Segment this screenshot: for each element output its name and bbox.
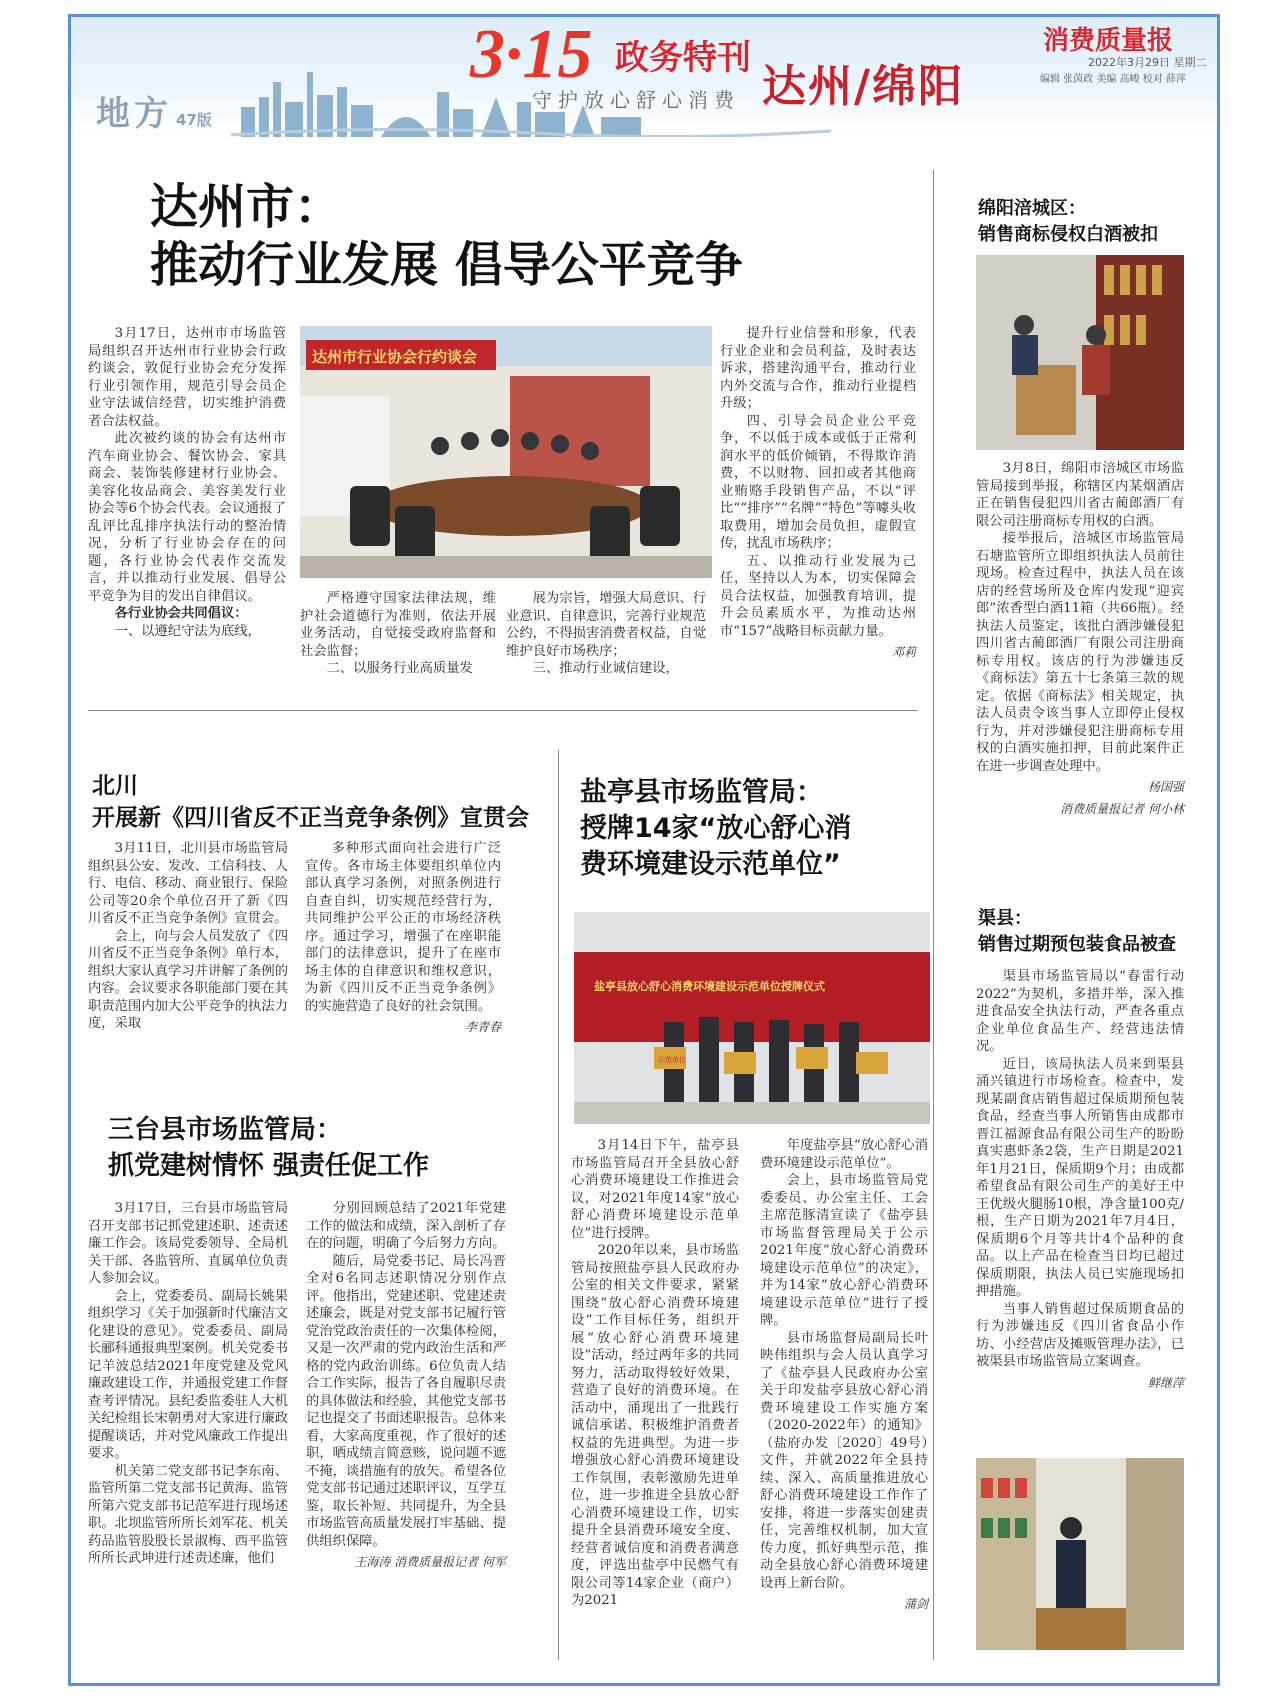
dazhou-body-col4: 提升行业信誉和形象，代表行业企业和会员利益，及时表达诉求，搭建沟通平台，推动行业内外交流与合作，推动行业提档升级； 四、引导会员企业公平竞争，不以低于成本或低于正常利润水平的低价倾销，不得欺诈消费，不以财物、回扣或者其他商业贿赂手段销售产品，不以“评比”“排序”“名牌”“特色”等噱头收取费用，增加会员负担，虚假宣传，扰乱市场秩序； 五、以推动行业发展为己任，坚持以人为本，切实保障会员合法权益，加强教育培训，提升会员素质水平，为推动达州市“157”战略目标贡献力量。 邓莉 <box>720 326 916 659</box>
newspaper-name: 消费质量报 <box>1043 26 1174 56</box>
dazhou-body-col1: 3月17日，达州市市场监管局组织召开达州市行业协会行政约谈会，敦促行业协会充分发挥行业引领作用，规范引导会员企业守法诚信经营，切实维护消费者合法权益。 此次被约谈的协会有达州市汽车商业协会、餐饮协会、家具商会、装饰装修建材行业协会、美容化妆品商会、美容美发行业协会等6个协会代表。会议通报了乱评比乱排序执法行动的整治情况，分析了行业协会存在的问题，各行业协会代表作交流发言，并以推动行业发展、倡导公平竞争为目的发出自律倡议。 各行业协会共同倡议： 一、以遵纪守法为底线， <box>88 326 286 639</box>
fucheng-liquor-photo <box>976 255 1184 450</box>
315-logo: 3·15 <box>470 16 593 93</box>
fucheng-body: 3月8日，绵阳市涪城区市场监管局接到举报，称辖区内某烟酒店正在销售侵犯四川省古蔺郎酒厂有限公司注册商标专用权的白酒。 接举报后，涪城区市场监管局石塘监管所立即组织执法人员前往现场。检查过程中，执法人员在该店的经营场所及仓库内发现“迎宾郎”浓香型白酒11箱（共66瓶）。经执法人员鉴定，该批白酒涉嫌侵犯四川省古蔺郎酒厂有限公司注册商标专用权。该店的行为涉嫌违反《商标法》第五十七条第三款的规定。依据《商标法》相关规定，执法人员责令该当事人立即停止侵权行为，并对涉嫌侵犯注册商标专用权的白酒实施扣押，目前此案件正在进一步调查处理中。 杨国强 消费质量报记者 何小林 <box>976 461 1184 816</box>
santai-body-col2: 分别回顾总结了2021年党建工作的做法和成绩，深入剖析了存在的问题，明确了今后努力方向。 随后，局党委书记、局长冯晋全对6名同志述职情况分别作点评。他指出，党建述职、党建述责述廉会，既是对党支部书记履行管党治党政治责任的一次集体检阅，又是一次严肃的党内政治生活和严格的党内政治训练。6位负责人结合工作实际，报告了各自履职尽责的具体做法和经验，其他党支部书记也提交了书面述职报告。总体来看，大家高度重视，作了很好的述职，晒成绩言简意赅，说问题不遮不掩，谈措施有的放矢。希望各位党支部书记通过述职评议，互学互鉴，取长补短、共同提升，为全县市场监管高质量发展打牢基础、提供组织保障。 王海涛 消费质量报记者 何军 <box>306 1201 506 1569</box>
article-santai-headline: 三台县市场监管局： 抓党建树情怀 强责任促工作 <box>108 1115 430 1181</box>
article-fucheng-headline: 绵阳涪城区： 销售商标侵权白酒被扣 <box>978 198 1158 245</box>
article-dazhou-headline: 达州市： 推动行业发展 倡导公平竞争 <box>150 179 743 293</box>
yanting-body-col1: 3月14日下午，盐亭县市场监管局召开全县放心舒心消费环境建设工作推进会议，对2021年度14家“放心舒心消费环境建设示范单位”进行授牌。 2020年以来，县市场监管局按照盐亭县人民政府办公室的相关文件要求，紧紧围绕“放心舒心消费环境建设”工作目标任务，组织开展“放心舒心消费环境建设”活动，经过两年多的共同努力，活动取得较好效果，营造了良好的消费环境。在活动中，涌现出了一批践行诚信承诺、积极维护消费者权益的先进典型。为进一步增强放心舒心消费环境建设工作氛围，表彰激励先进单位，进一步推进全县放心舒心消费环境建设工作，切实提升全县消费环境安全度、经营者诚信度和消费者满意度，评选出盐亭中民燃气有限公司等14家企业（商户）为2021 <box>571 1138 739 1608</box>
special-issue-title: 政务特刊 <box>615 38 751 78</box>
svg-text:示范单位: 示范单位 <box>658 1056 686 1064</box>
dazhou-body-col3: 展为宗旨，增强大局意识、行业意识、自律意识，完善行业规范公约，不得损害消费者权益，自觉维护良好市场秩序； 三、推动行业诚信建设， <box>506 591 706 676</box>
section-label: 地方 47版 <box>96 94 212 134</box>
slogan: 守护放心舒心消费 <box>532 88 740 112</box>
yanting-body-col2: 年度盐亭县“放心舒心消费环境建设示范单位”。 会上，县市场监管局党委委员、办公室主任、工会主席范豚清宣读了《盐亭县市场监督管理局关于公示2021年度“放心舒心消费环境建设示范单位”的决定》，并为14家“放心舒心消费环境建设示范单位”进行了授牌。 县市场监督局副局长叶映伟组织与会人员认真学习了《盐亭县人民政府办公室关于印发盐亭县放心舒心消费环境建设工作实施方案（2020-2022年）的通知》（盐府办发〔2020〕49号）文件，并就2022年全县持续、深入、高质量推进放心舒心消费环境建设工作作了安排，将进一步落实创建责任，完善维权机制，加大宣传力度，抓好典型示范，推动全县放心舒心消费环境建设再上新台阶。 蒲剑 <box>760 1138 928 1611</box>
quxian-store-photo <box>976 1458 1184 1650</box>
santai-body-col1: 3月17日，三台县市场监管局召开支部书记抓党建述职、述责述廉工作会。该局党委领导、全局机关干部、各监管所、直属单位负责人参加会议。 会上，党委委员、副局长姚果组织学习《关于加强新时代廉洁文化建设的意见》。党委委员、副局长郦科通报典型案例。机关党委书记羊波总结2021年度党建及党风廉政建设工作，并通报党建工作督查考评情况。县纪委监委驻人大机关纪检组长宋朝勇对大家进行廉政提醒谈话，并对党风廉政工作提出要求。 机关第二党支部书记李东南、监管所第二党支部书记黄海、监管所第六党支部书记范军进行现场述职。北坝监管所所长刘军花、机关药品监管股股长景淑梅、西平监管所所长武坤进行述责述廉，他们 <box>88 1201 288 1566</box>
issue-date: 2022年3月29日 星期二 <box>1088 56 1207 69</box>
article-quxian-headline: 渠县： 销售过期预包装食品被查 <box>978 908 1176 955</box>
svg-text:盐亭县放心舒心消费环境建设示范单位授牌仪式: 盐亭县放心舒心消费环境建设示范单位授牌仪式 <box>594 980 825 993</box>
section-divider <box>88 710 918 711</box>
article-yanting-headline: 盐亭县市场监管局： 授牌14家“放心舒心消 费环境建设示范单位” <box>580 777 852 880</box>
beichuan-body-col1: 3月11日，北川县市场监管局组织县公安、发改、工信科技、人行、电信、移动、商业银行、保险公司等20余个单位召开了新《四川省反不正当竞争条例》宣贯会。 会上，向与会人员发放了《四川省反不正当竞争条例》单行本，组织大家认真学习并讲解了条例的内容。会议要求各职能部门要在其职责范围内加大公平竞争的执法力度，采取 <box>88 841 288 1031</box>
beichuan-body-col2: 多种形式面向社会进行广泛宣传。各市场主体要组织单位内部认真学习条例，对照条例进行自查自纠，切实规范经营行为，共同维护公平公正的市场经济秩序。通过学习，增强了在座职能部门的法律意识，提升了在座市场主体的自律意识和维权意识，为新《四川反不正当竞争条例》的实施营造了良好的社会氛围。 李青春 <box>305 841 501 1034</box>
column-divider <box>558 750 559 1660</box>
quxian-body: 渠县市场监管局以“春雷行动2022”为契机，多措并举，深入推进食品安全执法行动，严查各重点企业单位食品生产、经营违法情况。 近日，该局执法人员来到渠县涌兴镇进行市场检查。检查中，发现某副食店销售超过保质期预包装食品，经查当事人所销售由成都市晋江福源食品有限公司生产的盼盼真实惠虾条2袋，生产日期是2021年1月21日，保质期9个月；由成都希望食品有限公司生产的美好王中王优级火腿肠10根，净含量100克/根，生产日期为2021年7月4日，保质期6个月等共计4个品种的食品。以上产品在检查当日均已超过保质期限，执法人员已实施现场扣押措施。 当事人销售超过保质期食品的行为涉嫌违反《四川省食品小作坊、小经营店及摊贩管理办法》，已被渠县市场监管局立案调查。 鲜继萍 <box>976 969 1184 1390</box>
yanting-award-photo <box>574 912 930 1124</box>
article-beichuan-headline: 北川 开展新《四川省反不正当竞争条例》宣贯会 <box>92 773 529 831</box>
sidebar-divider <box>933 170 934 1660</box>
svg-text:达州市行业协会行约谈会: 达州市行业协会行约谈会 <box>312 348 478 366</box>
editor-credits: 编辑 张茵政 美编 高峻 校对 薛萍 <box>1040 74 1186 85</box>
cities-title: 达州/绵阳 <box>762 61 965 112</box>
dazhou-meeting-photo <box>300 326 712 578</box>
dazhou-body-col2: 严格遵守国家法律法规，维护社会道德行为准则，依法开展业务活动，自觉接受政府监督和社会监督； 二、以服务行业高质量发 <box>300 591 496 676</box>
